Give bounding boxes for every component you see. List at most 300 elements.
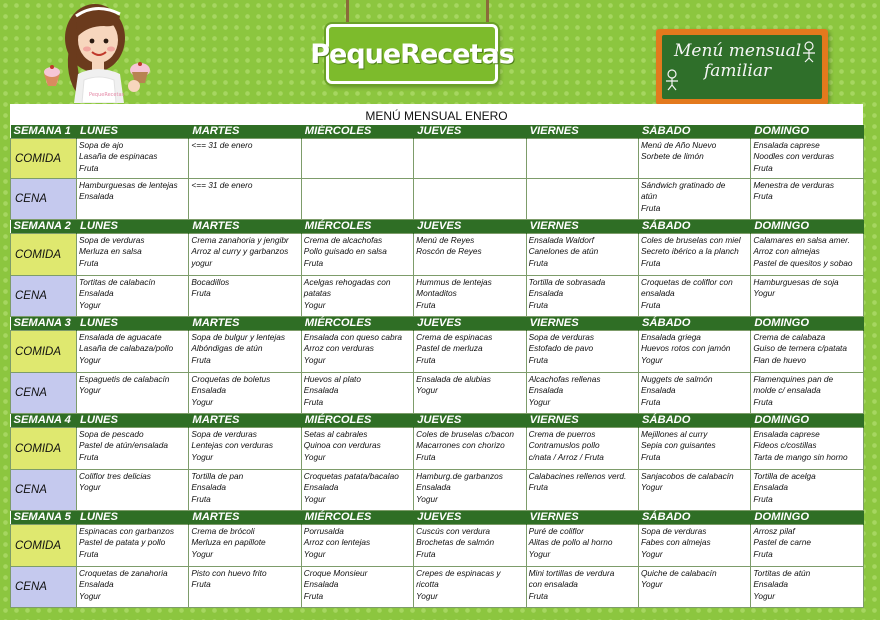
day-header: JUEVES	[414, 414, 526, 428]
menu-cell	[751, 373, 863, 414]
dish-line: Croquetas de coliflor con	[640, 277, 733, 287]
day-header: MARTES	[189, 414, 301, 428]
menu-table	[10, 125, 864, 608]
dish-line: Cuscús con verdura	[416, 526, 490, 536]
menu-cell	[301, 525, 413, 567]
dish-line: Ensalada	[303, 385, 339, 396]
dish-line: Fruta	[753, 493, 773, 504]
header-banner	[0, 0, 880, 103]
cena-label: CENA	[11, 567, 77, 608]
dish-line: Yogur	[640, 579, 663, 590]
dish-line: Yogur	[191, 548, 214, 559]
menu-cell	[414, 567, 526, 608]
dish-line: Ensalada	[191, 385, 226, 396]
dish-line: Fruta	[303, 396, 324, 407]
dish-line: Brochetas de salmón	[416, 537, 495, 548]
dish-line: Quiche de calabacín	[640, 568, 717, 578]
dish-line: Pastel de atún/ensalada	[79, 440, 169, 451]
dish-line: Bocadillos	[191, 277, 230, 287]
day-header: SÁBADO	[638, 414, 750, 428]
comida-row	[11, 428, 864, 470]
menu-cell	[301, 470, 413, 511]
dish-line: Fideos c/costillas	[753, 440, 817, 451]
dish-line: ensalada	[640, 288, 675, 299]
menu-cell	[638, 373, 750, 414]
dish-line: Yogur	[303, 354, 326, 365]
day-header: MARTES	[189, 511, 301, 525]
day-header: LUNES	[77, 511, 189, 525]
dish-line: Macarrones con chorizo	[416, 440, 505, 451]
dish-line: Estofado de pavo	[528, 343, 594, 354]
dish-line: Sanjacobos de calabacín	[640, 471, 734, 481]
dish-line: Lentejas con verduras	[191, 440, 274, 451]
dish-line: patatas	[303, 288, 331, 299]
chalkboard-line-1: Menú mensual	[674, 41, 802, 61]
dish-line: Sopa de ajo	[79, 140, 124, 150]
dish-line: Montaditos	[416, 288, 457, 299]
dish-line: Menú de Año Nuevo	[640, 140, 717, 150]
dish-line: Yogur	[303, 451, 326, 462]
dish-line: Fruta	[303, 257, 324, 268]
menu-cell	[77, 234, 189, 276]
dish-line: Fruta	[191, 354, 211, 365]
dish-line: Ensalada	[303, 579, 339, 590]
dish-line: Alitas de pollo al horno	[528, 537, 613, 548]
menu-cell	[638, 276, 750, 317]
menu-cell	[189, 179, 301, 220]
dish-line: Contramuslos pollo	[528, 440, 600, 451]
dish-line: Pisto con huevo frito	[191, 568, 267, 578]
dish-line: Fruta	[416, 548, 436, 559]
menu-cell	[189, 276, 301, 317]
week-header-row	[11, 414, 864, 428]
dish-line: Crema de calabaza	[753, 332, 826, 342]
dish-line: Sopa de verduras	[528, 332, 595, 342]
comida-row	[11, 234, 864, 276]
day-header: LUNES	[77, 220, 189, 234]
dish-line: Tortilla de pan	[191, 471, 244, 481]
dish-line: Arrosz pilaf	[753, 526, 795, 536]
dish-line: Fruta	[753, 548, 773, 559]
week-header-row	[11, 220, 864, 234]
dish-line: Yogur	[79, 590, 101, 601]
dish-line: Pastel de carne	[753, 537, 811, 548]
menu-cell	[526, 276, 638, 317]
day-header: MIÉRCOLES	[301, 220, 413, 234]
dish-line: Yogur	[528, 396, 551, 407]
dish-line: Canelones de atún	[528, 246, 599, 257]
day-header: JUEVES	[414, 511, 526, 525]
day-header: DOMINGO	[751, 125, 863, 139]
dish-line: Flan de huevo	[753, 354, 806, 365]
dish-line: Lasaña de espinacas	[79, 151, 158, 162]
dish-line: Mini tortillas de verdura	[528, 568, 615, 578]
menu-cell	[301, 567, 413, 608]
dish-line: Pastel de patata y pollo	[79, 537, 166, 548]
menu-cell	[751, 139, 863, 179]
comida-label: COMIDA	[11, 234, 77, 276]
dish-line: Ensalada	[640, 385, 676, 396]
comida-row	[11, 525, 864, 567]
cena-row	[11, 179, 864, 220]
menu-cell	[638, 234, 750, 276]
menu-cell	[77, 525, 189, 567]
dish-line: Fruta	[640, 451, 661, 462]
week-label: SEMANA 1	[11, 125, 77, 139]
sign-rope-right	[486, 0, 489, 26]
menu-cell	[751, 470, 863, 511]
dish-line: Hamburguesas de soja	[753, 277, 839, 287]
dish-line: Coles de bruselas con miel	[640, 235, 741, 245]
dish-line: Crema de brócoli	[191, 526, 255, 536]
dish-line: Yogur	[303, 548, 326, 559]
menu-cell	[526, 179, 638, 220]
dish-line: molde c/ ensalada	[753, 385, 821, 396]
dish-line: Crepes de espinacas y	[416, 568, 501, 578]
dish-line: Ensalada de alubias	[416, 374, 491, 384]
dish-line: Setas al cabrales	[303, 429, 368, 439]
day-header: VIERNES	[526, 511, 638, 525]
day-header: VIERNES	[526, 125, 638, 139]
dish-line: Fruta	[528, 482, 548, 493]
comida-label: COMIDA	[11, 331, 77, 373]
menu-cell	[189, 234, 301, 276]
dish-line: Pastel de quesitos y sobao	[753, 257, 853, 268]
dish-line: Arroz con almejas	[753, 246, 820, 257]
menu-cell	[414, 139, 526, 179]
menu-cell	[751, 525, 863, 567]
cena-row	[11, 276, 864, 317]
dish-line: Ensalada con queso cabra	[303, 332, 403, 342]
cena-row	[11, 470, 864, 511]
dish-line: Coliflor tres delicias	[79, 471, 151, 481]
day-header: DOMINGO	[751, 414, 863, 428]
menu-cell	[301, 234, 413, 276]
menu-cell	[77, 276, 189, 317]
day-header: SÁBADO	[638, 511, 750, 525]
dish-line: Pastel de merluza	[416, 343, 483, 354]
dish-line: Menú de Reyes	[416, 235, 475, 245]
menu-cell	[526, 331, 638, 373]
dish-line: atún	[640, 191, 658, 202]
week-label: SEMANA 3	[11, 317, 77, 331]
dish-line: Ensalada	[753, 579, 788, 590]
dish-line: Tortilla de acelga	[753, 471, 816, 481]
day-header: MARTES	[189, 125, 301, 139]
dish-line: Arroz al curry y garbanzos	[191, 246, 289, 257]
dish-line: Sopa de pescado	[79, 429, 144, 439]
menu-cell	[526, 139, 638, 179]
dish-line: Nuggets de salmón	[640, 374, 713, 384]
dish-line: Guiso de ternera c/patata	[753, 343, 847, 354]
day-header: LUNES	[77, 125, 189, 139]
day-header: MARTES	[189, 317, 301, 331]
menu-cell	[414, 234, 526, 276]
dish-line: Yogur	[79, 354, 101, 365]
day-header: VIERNES	[526, 317, 638, 331]
day-header: MARTES	[189, 220, 301, 234]
dish-line: Arroz con lentejas	[303, 537, 371, 548]
menu-cell	[301, 331, 413, 373]
menu-cell	[638, 567, 750, 608]
dish-line: Puré de coliflor	[528, 526, 584, 536]
comida-row	[11, 139, 864, 179]
dish-line: Fruta	[640, 299, 661, 310]
dish-line: Fruta	[528, 590, 548, 601]
dish-line: Fruta	[191, 579, 211, 590]
dish-line: ricotta	[416, 579, 439, 590]
dish-line: Ensalada	[528, 385, 564, 396]
dish-line: Fruta	[191, 493, 211, 504]
dish-line: Fruta	[79, 451, 99, 462]
comida-row	[11, 331, 864, 373]
dish-line: Calabacines rellenos verd.	[528, 471, 627, 481]
menu-cell	[526, 470, 638, 511]
menu-cell	[638, 428, 750, 470]
dish-line: Yogur	[640, 354, 663, 365]
dish-line: Fruta	[753, 162, 773, 173]
dish-line: Fruta	[528, 257, 548, 268]
menu-cell	[77, 428, 189, 470]
dish-line: Porrusalda	[303, 526, 344, 536]
dish-line: Tortilla de sobrasada	[528, 277, 606, 287]
day-header: DOMINGO	[751, 511, 863, 525]
day-header: SÁBADO	[638, 220, 750, 234]
menu-cell	[301, 428, 413, 470]
dish-line: yogur	[191, 257, 213, 268]
brand-logo-sign	[310, 24, 514, 84]
dish-line: Lasaña de calabaza/pollo	[79, 343, 174, 354]
menu-cell	[526, 373, 638, 414]
dish-line: Merluza en salsa	[79, 246, 142, 257]
dish-line: Yogur	[416, 385, 438, 396]
menu-cell	[638, 179, 750, 220]
dish-line: Huevos al plato	[303, 374, 361, 384]
day-header: SÁBADO	[638, 125, 750, 139]
girl-mascot-illustration	[22, 0, 162, 103]
menu-cell	[751, 567, 863, 608]
dish-line: Quinoa con verduras	[303, 440, 381, 451]
chalkboard-surface	[662, 35, 822, 99]
dish-line: Huevos rotos con jamón	[640, 343, 731, 354]
day-header: SÁBADO	[638, 317, 750, 331]
cena-label: CENA	[11, 276, 77, 317]
menu-cell	[189, 470, 301, 511]
menu-cell	[638, 139, 750, 179]
dish-line: Tortitas de atún	[753, 568, 811, 578]
dish-line: Hummus de lentejas	[416, 277, 492, 287]
menu-sheet	[10, 104, 863, 608]
dish-line: c/nata / Arroz / Fruta	[528, 451, 604, 462]
day-header: DOMINGO	[751, 317, 863, 331]
week-label: SEMANA 5	[11, 511, 77, 525]
dish-line: Ensalada	[416, 482, 451, 493]
dish-line: Calamares en salsa amer.	[753, 235, 850, 245]
dish-line: Fruta	[528, 299, 548, 310]
day-header: VIERNES	[526, 414, 638, 428]
comida-label: COMIDA	[11, 139, 77, 179]
menu-cell	[414, 428, 526, 470]
dish-line: Coles de bruselas c/bacon	[416, 429, 514, 439]
menu-cell	[414, 373, 526, 414]
sheet-title: MENÚ MENSUAL ENERO	[365, 109, 508, 123]
menu-cell	[77, 139, 189, 179]
week-header-row	[11, 511, 864, 525]
dish-line: Yogur	[528, 548, 551, 559]
dish-line: Yogur	[640, 548, 663, 559]
dish-line: Yogur	[416, 493, 438, 504]
dish-line: Roscón de Reyes	[416, 246, 482, 257]
week-header-row	[11, 317, 864, 331]
dish-line: Tortitas de calabacín	[79, 277, 156, 287]
day-header: MIÉRCOLES	[301, 125, 413, 139]
dish-line: Yogur	[191, 451, 214, 462]
dish-line: Yogur	[191, 396, 214, 407]
chalkboard-sign	[656, 29, 828, 105]
dish-line: Sopa de verduras	[79, 235, 145, 245]
dish-line: Secreto ibérico a la planch	[640, 246, 739, 257]
svg-text:PequeRecetas: PequeRecetas	[89, 92, 125, 98]
dish-line: Arroz con verduras	[303, 343, 374, 354]
dish-line: Menestra de verduras	[753, 180, 835, 190]
dish-line: Fruta	[416, 451, 436, 462]
dish-line: Sopa de verduras	[191, 429, 257, 439]
dish-line: Yogur	[303, 493, 326, 504]
menu-cell	[751, 428, 863, 470]
menu-cell	[77, 470, 189, 511]
dish-line: Ensalada	[191, 482, 226, 493]
dish-line: Yogur	[79, 482, 101, 493]
comida-label: COMIDA	[11, 428, 77, 470]
week-label: SEMANA 2	[11, 220, 77, 234]
day-header: JUEVES	[414, 317, 526, 331]
dish-line: Ensalada Waldorf	[528, 235, 594, 245]
day-header: LUNES	[77, 317, 189, 331]
dish-line: Fruta	[753, 191, 773, 202]
dish-line: Fruta	[416, 354, 436, 365]
menu-cell	[751, 276, 863, 317]
day-header: LUNES	[77, 414, 189, 428]
dish-line: Alcachofas rellenas	[528, 374, 601, 384]
dish-line: Croquetas de zanahoria	[79, 568, 168, 578]
dish-line: Sopa de verduras	[640, 526, 707, 536]
cena-row	[11, 567, 864, 608]
menu-cell	[77, 567, 189, 608]
cena-label: CENA	[11, 373, 77, 414]
menu-cell	[189, 373, 301, 414]
dish-line: Sepia con guisantes	[640, 440, 716, 451]
chalk-figure-right-icon	[800, 41, 818, 63]
day-header: MIÉRCOLES	[301, 414, 413, 428]
dish-line: Ensalada	[79, 191, 114, 202]
dish-line: Noodles con verduras	[753, 151, 835, 162]
dish-line: Fruta	[640, 257, 661, 268]
dish-line: Flamenquines pan de	[753, 374, 834, 384]
dish-line: Tarta de mango sin horno	[753, 451, 848, 462]
dish-line: Pollo guisado en salsa	[303, 246, 387, 257]
menu-cell	[189, 428, 301, 470]
dish-line: Mejillones al curry	[640, 429, 708, 439]
dish-line: Ensalada	[528, 288, 564, 299]
menu-cell	[414, 525, 526, 567]
menu-cell	[414, 179, 526, 220]
dish-line: Ensalada caprese	[753, 429, 820, 439]
dish-line: Yogur	[79, 385, 101, 396]
dish-line: Hamburguesas de lentejas	[79, 180, 178, 190]
dish-line: Crema de puerros	[528, 429, 596, 439]
dish-line: Ensalada	[79, 288, 114, 299]
dish-line: Crema de alcachofas	[303, 235, 383, 245]
week-header-row	[11, 125, 864, 139]
day-header: JUEVES	[414, 125, 526, 139]
dish-line: Croquetas de boletus	[191, 374, 271, 384]
dish-line: Fruta	[79, 548, 99, 559]
dish-line: Yogur	[79, 299, 101, 310]
dish-line: Ensalada caprese	[753, 140, 820, 150]
day-header: DOMINGO	[751, 220, 863, 234]
day-header: JUEVES	[414, 220, 526, 234]
dish-line: Crema de espinacas	[416, 332, 493, 342]
dish-line: Fruta	[79, 162, 99, 173]
dish-line: Fruta	[191, 288, 211, 299]
dish-line: Fruta	[528, 354, 548, 365]
dish-line: Fruta	[303, 590, 324, 601]
menu-cell	[414, 470, 526, 511]
dish-line: Fruta	[416, 299, 436, 310]
dish-line: Ensalada	[79, 579, 114, 590]
dish-line: Yogur	[753, 590, 776, 601]
dish-line: <== 31 de enero	[191, 180, 253, 190]
chalk-figure-left-icon	[664, 69, 680, 91]
menu-cell	[638, 470, 750, 511]
dish-line: Croque Monsieur	[303, 568, 368, 578]
menu-cell	[414, 276, 526, 317]
dish-line: Crema zanahoria y jengibr	[191, 235, 289, 245]
dish-line: Yogur	[416, 590, 438, 601]
sign-rope-left	[346, 0, 349, 26]
dish-line: Fabes con almejas	[640, 537, 711, 548]
day-header: VIERNES	[526, 220, 638, 234]
menu-cell	[301, 373, 413, 414]
dish-line: Ensalada	[303, 482, 339, 493]
menu-cell	[301, 139, 413, 179]
dish-line: Sándwich gratinado de	[640, 180, 726, 190]
dish-line: Merluza en papillote	[191, 537, 266, 548]
dish-line: Fruta	[640, 202, 661, 213]
dish-line: Ensalada griega	[640, 332, 701, 342]
dish-line: Yogur	[303, 299, 326, 310]
menu-cell	[189, 139, 301, 179]
dish-line: Hamburg.de garbanzos	[416, 471, 503, 481]
cena-label: CENA	[11, 470, 77, 511]
dish-line: Croquetas patata/bacalao	[303, 471, 399, 481]
dish-line: Acelgas rehogadas con	[303, 277, 391, 287]
dish-line: <== 31 de enero	[191, 140, 253, 150]
dish-line: con ensalada	[528, 579, 578, 590]
dish-line: Espaguetis de calabacín	[79, 374, 170, 384]
menu-cell	[526, 428, 638, 470]
menu-cell	[526, 234, 638, 276]
brand-logo-text: PequeRecetas	[310, 38, 514, 70]
menu-cell	[189, 567, 301, 608]
menu-cell	[77, 373, 189, 414]
dish-line: Albóndigas de atún	[191, 343, 263, 354]
dish-line: Ensalada	[753, 482, 788, 493]
menu-cell	[414, 331, 526, 373]
day-header: MIÉRCOLES	[301, 511, 413, 525]
cena-row	[11, 373, 864, 414]
menu-cell	[638, 331, 750, 373]
